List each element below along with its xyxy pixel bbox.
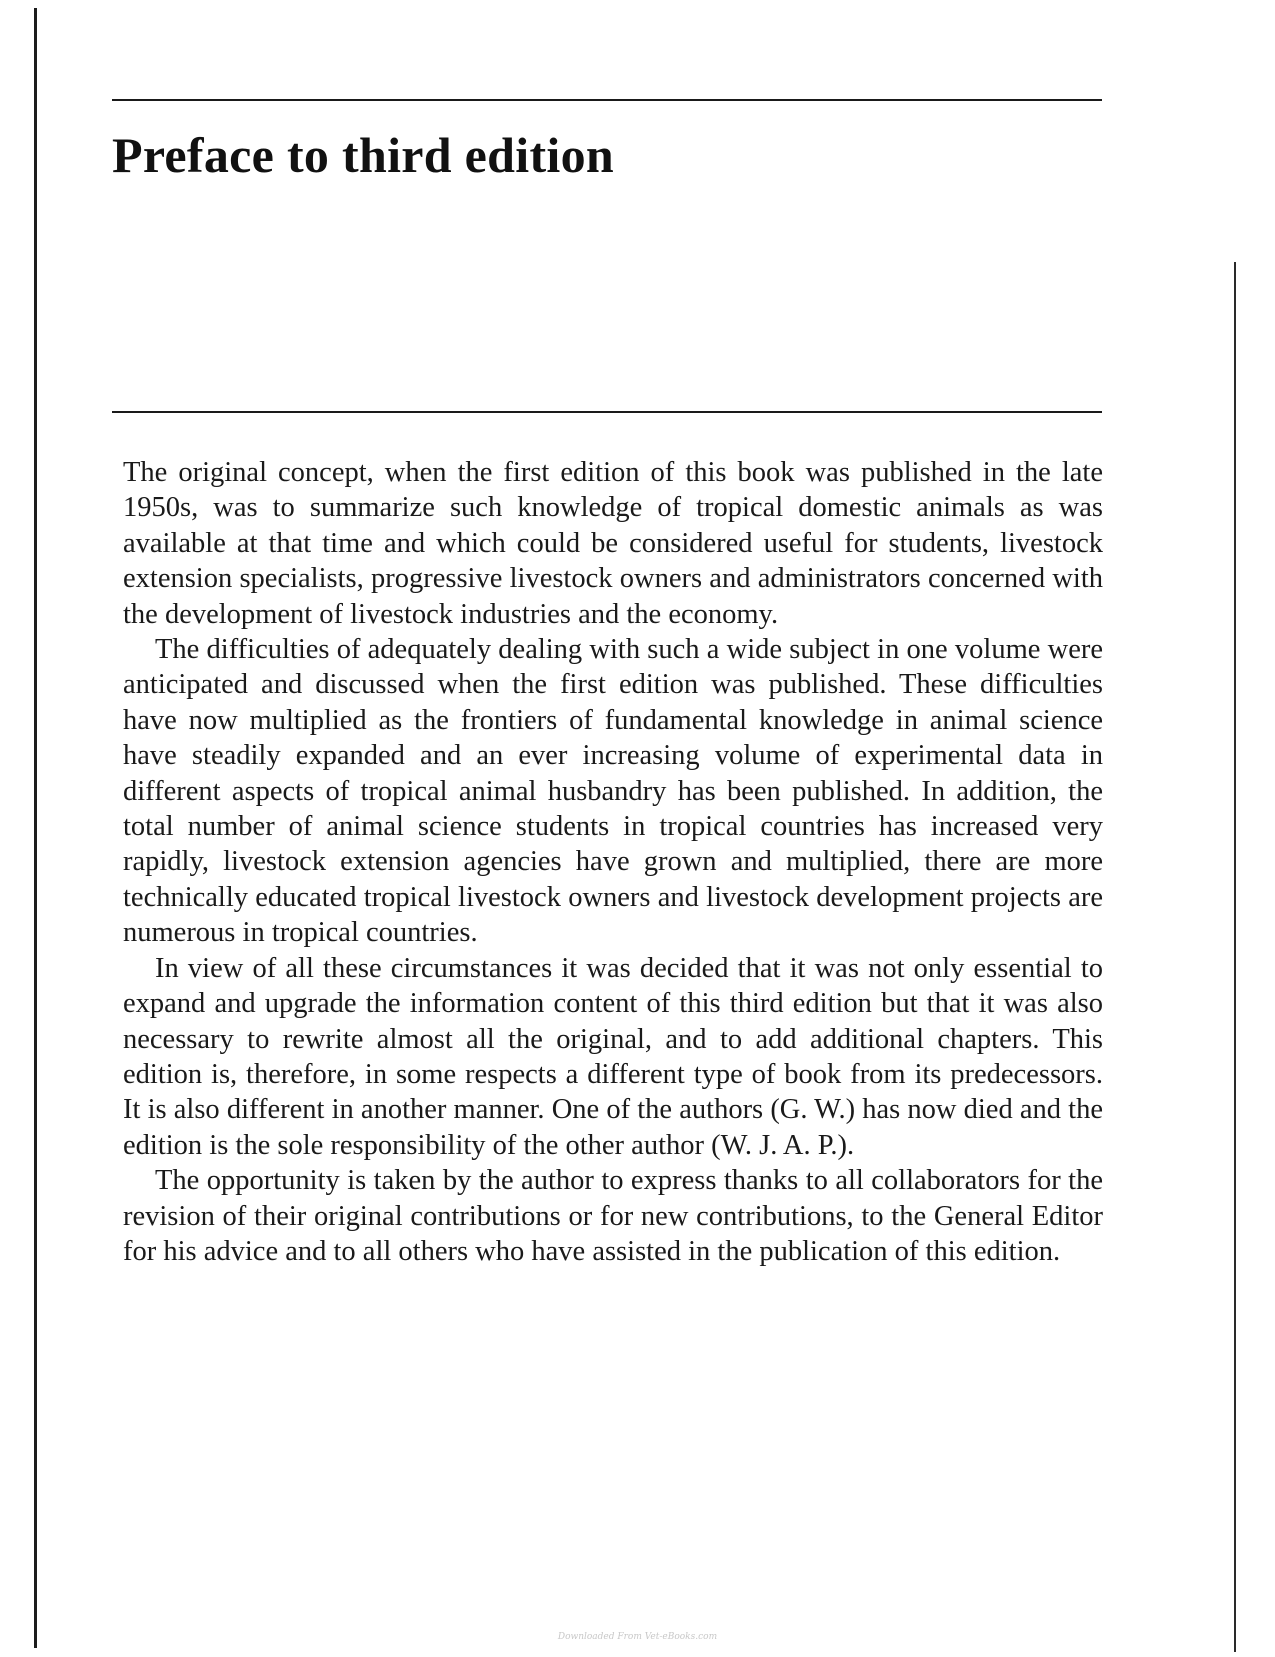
paragraph: The opportunity is taken by the author to express thanks to all collaborators for the revision of their original contributions or for new contributions, to the General Editor for his advice and to all others who have assisted in the publication of this edition.	[123, 1165, 1103, 1267]
preface-body	[123, 455, 1103, 1269]
paragraph: The original concept, when the first edition of this book was published in the late 1950s, was to summarize such knowledge of tropical domestic animals as was available at that time and which could be considered useful for students, livestock extension specialists, progressive livestock owners and administrators concerned with the development of livestock industries and the economy.	[123, 457, 1103, 630]
paragraph: The difficulties of adequately dealing with such a wide subject in one volume were anticipated and discussed when the first edition was published. These difficulties have now multiplied as the frontiers of fundamental knowledge in animal science have steadily expanded and an ever increasing volume of experimental data in different aspects of tropical animal husbandry has been published. In addition, the total number of animal science students in tropical countries has increased very rapidly, livestock extension agencies have grown and multiplied, there are more technically educated tropical livestock owners and livestock development projects are numerous in tropical countries.	[123, 634, 1103, 949]
page-edge	[1234, 262, 1236, 1652]
top-rule	[112, 99, 1102, 101]
bottom-rule	[112, 411, 1102, 413]
page-title: Preface to third edition	[112, 127, 614, 183]
download-watermark: Downloaded From Vet-eBooks.com	[557, 1632, 718, 1642]
paragraph: In view of all these circumstances it was decided that it was not only essential to expand and upgrade the information content of this third edition but that it was also necessary to rewrite almost all the original, and to add additional chapters. This edition is, therefore, in some respects a different type of book from its predecessors. It is also different in another manner. One of the authors (G. W.) has now died and the edition is the sole responsibility of the other author (W. J. A. P.).	[123, 952, 1103, 1161]
binding-edge	[34, 8, 37, 1648]
